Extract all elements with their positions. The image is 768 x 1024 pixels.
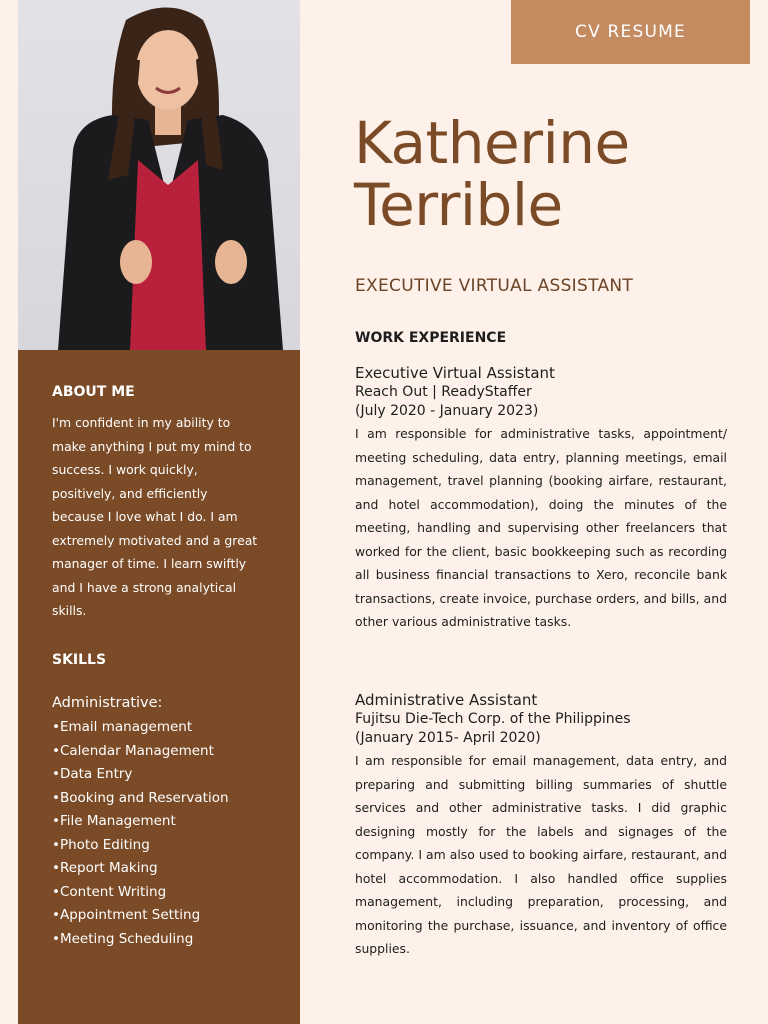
job-role: EXECUTIVE VIRTUAL ASSISTANT — [355, 276, 634, 296]
profile-photo — [18, 0, 300, 350]
job-description: I am responsible for email management, data entry, and preparing and submitting billing summaries of shuttle services and other administrative tasks. I did graphic designing mostly for the labels and signages of the company. I am also used to booking airfare, restaurant, and hotel accommodation. I also handled office supplies management, including preparation, processing, and monitoring the purchase, issuance, and inventory of office supplies. — [355, 753, 727, 956]
candidate-name — [354, 109, 744, 239]
skill-item: • Content Writing — [52, 881, 229, 905]
last-name: Terrible — [354, 171, 563, 239]
skill-item: • Appointment Setting — [52, 904, 229, 928]
job-company: Fujitsu Die-Tech Corp. of the Philippines — [355, 711, 631, 727]
skill-item: • Report Making — [52, 857, 229, 881]
skill-item: • Meeting Scheduling — [52, 928, 229, 952]
skills-list — [52, 716, 229, 951]
job-title: Administrative Assistant — [355, 691, 538, 709]
cv-resume-tag: CV RESUME — [511, 0, 750, 64]
skill-item: • Email management — [52, 716, 229, 740]
portrait-illustration — [18, 0, 300, 350]
skill-item: • Photo Editing — [52, 834, 229, 858]
job-dates: (January 2015- April 2020) — [355, 730, 541, 746]
skills-heading: SKILLS — [52, 652, 107, 668]
about-me-text: I'm confident in my ability to make anything I put my mind to success. I work quickly, positively, and efficiently because I love what I do. I am extremely motivated and a great manager of time. I learn swiftly and I have a strong analytical skills. — [52, 415, 258, 618]
skills-category: Administrative: — [52, 695, 163, 711]
skill-item: • Calendar Management — [52, 740, 229, 764]
skill-item: • Booking and Reservation — [52, 787, 229, 811]
job-entry — [355, 691, 727, 961]
work-experience-heading: WORK EXPERIENCE — [355, 330, 507, 346]
first-name: Katherine — [354, 109, 630, 177]
job-entry — [355, 364, 727, 634]
about-me-heading: ABOUT ME — [52, 384, 135, 400]
job-dates: (July 2020 - January 2023) — [355, 403, 539, 419]
job-description: I am responsible for administrative tasks, appointment/ meeting scheduling, data entry, planning meetings, email management, travel planning (booking airfare, restaurant, and hotel accommodation), doing the minutes of the meeting, handling and supervising other freelancers that worked for the client, basic bookkeeping such as recording all business financial transactions to Xero, reconcile bank transactions, create invoice, purchase orders, and bills, and other various administrative tasks. — [355, 426, 727, 629]
skill-item: • Data Entry — [52, 763, 229, 787]
job-title: Executive Virtual Assistant — [355, 364, 555, 382]
job-company: Reach Out | ReadyStaffer — [355, 384, 532, 400]
skill-item: • File Management — [52, 810, 229, 834]
